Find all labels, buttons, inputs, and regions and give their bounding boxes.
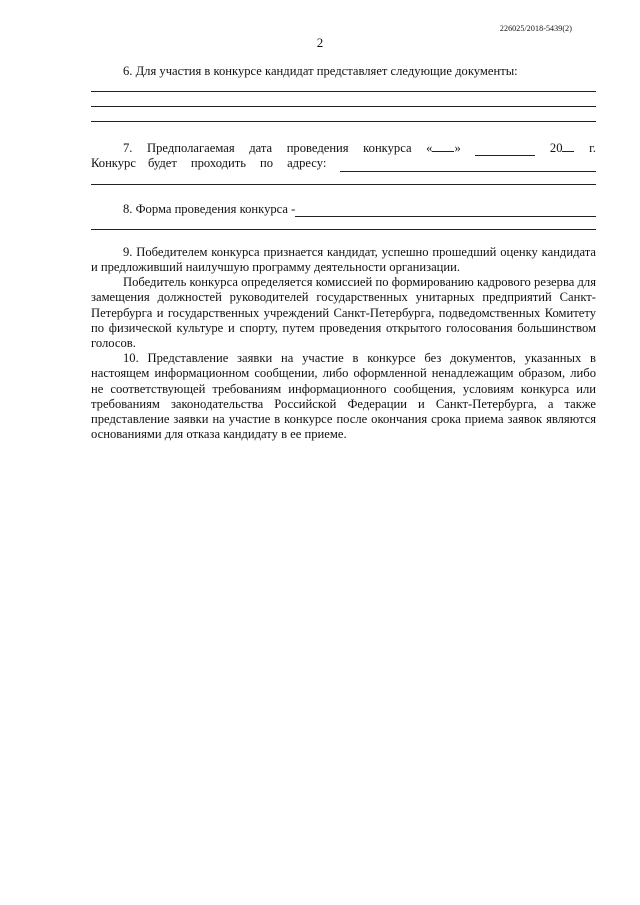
- date-day-field: « »: [426, 141, 461, 156]
- section-10-paragraph: 10. Представление заявки на участие в конкурсе без документов, указанных в настоящем информационном сообщении, либо оформленной ненадлежащим образом, либо не соответствующей требованиям информационного сообщения, условиям конкурса или требованиям законодательства Российской Федерации и Санкт-Петербурга, а также представление заявки на участие в конкурсе после окончания срока приема заявок являются основаниями для отказа кандидату в ее приеме.: [91, 351, 596, 442]
- section-7-word: адресу:: [287, 156, 327, 171]
- section-7-number: 7.: [123, 141, 133, 156]
- section-7-word: проведения: [286, 141, 349, 156]
- section-7-word: будет: [147, 156, 177, 171]
- blank-line: [91, 121, 596, 122]
- section-8-text: 8. Форма проведения конкурса -: [123, 201, 296, 216]
- date-month-field: [475, 144, 535, 156]
- blank-line: [91, 91, 596, 92]
- address-field: [340, 160, 596, 172]
- section-7-line-2: [91, 156, 596, 171]
- section-7-word: Конкурс: [91, 156, 136, 171]
- section-7-word: проходить: [190, 156, 247, 171]
- blank-line: [91, 106, 596, 107]
- section-7-word: по: [260, 156, 274, 171]
- section-8-line: [91, 202, 596, 217]
- blank-line: [91, 229, 596, 230]
- section-7-line-1: [91, 140, 596, 156]
- document-id: 226025/2018-5439(2): [499, 24, 572, 33]
- document-body: [91, 64, 596, 442]
- contest-form-field: [295, 205, 596, 217]
- blank-line: [91, 184, 596, 185]
- year-suffix: г.: [589, 141, 596, 156]
- section-7-word: дата: [249, 141, 273, 156]
- section-9-paragraph: Победитель конкурса определяется комиссией по формированию кадрового резерва для замещения должностей руководителей государственных унитарных предприятий Санкт-Петербурга и государственных учреждений Санкт-Петербурга, подведомственных Комитету по физической культуре и спорту, путем проведения открытого голосования большинством голосов.: [91, 275, 596, 351]
- section-7-word: Предполагаемая: [147, 141, 235, 156]
- page-number: 2: [316, 35, 324, 50]
- section-6-text: 6. Для участия в конкурсе кандидат представляет следующие документы:: [123, 64, 518, 78]
- section-9-paragraph: 9. Победителем конкурса признается кандидат, успешно прошедший оценку кандидата и предложивший наилучшую программу деятельности организации.: [91, 244, 596, 275]
- section-7-word: конкурса: [363, 141, 412, 156]
- date-year-field: 20: [550, 140, 575, 156]
